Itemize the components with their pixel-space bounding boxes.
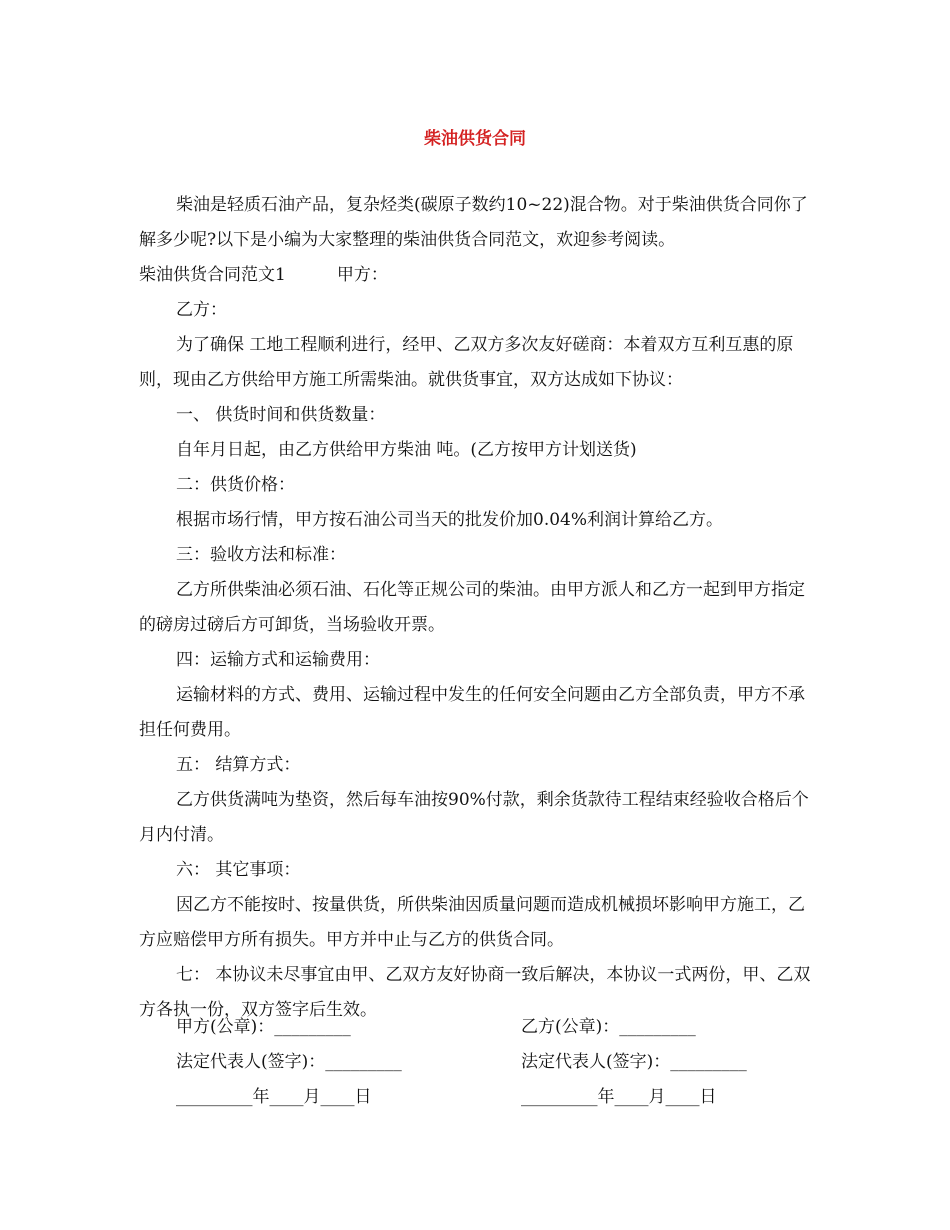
preamble-paragraph: 为了确保 工地工程顺利进行，经甲、乙双方多次友好磋商：本着双方互利互惠的原则，现由乙方供给甲方施工所需柴油。就供货事宜，双方达成如下协议： xyxy=(139,335,794,390)
clause-2-heading: 二：供货价格： xyxy=(176,475,295,495)
representative-row xyxy=(139,1045,811,1080)
clause-6-text: 因乙方不能按时、按量供货，所供柴油因质量问题而造成机械损坏影响甲方施工，乙方应赔偿甲方所有损失。甲方并中止与乙方的供货合同。 xyxy=(139,895,805,950)
clause-7-text: 七： 本协议未尽事宜由甲、乙双方友好协商一致后解决，本协议一式两份，甲、乙双方各执一份，双方签字后生效。 xyxy=(139,965,811,1020)
party-b-seal-line: 乙方(公章)：_________ xyxy=(521,1017,696,1037)
document-title: 柴油供货合同 xyxy=(424,129,526,149)
date-row xyxy=(139,1080,811,1115)
clause-4-heading: 四：运输方式和运输费用： xyxy=(176,650,380,670)
party-b-line: 乙方： xyxy=(176,300,227,320)
signature-block xyxy=(139,1010,811,1115)
clause-1-text: 自年月日起，由乙方供给甲方柴油 吨。(乙方按甲方计划送货) xyxy=(176,440,637,460)
sample-heading-party-a: 柴油供货合同范文1 甲方： xyxy=(139,265,388,285)
seal-row xyxy=(139,1010,811,1045)
clause-6-heading: 六： 其它事项： xyxy=(176,860,301,880)
clause-1-heading: 一、 供货时间和供货数量： xyxy=(176,405,386,425)
clause-5-heading: 五： 结算方式： xyxy=(176,755,301,775)
clause-5-text: 乙方供货满吨为垫资，然后每车油按90%付款，剩余货款待工程结束经验收合格后个月内付清。 xyxy=(139,790,809,845)
clause-4-text: 运输材料的方式、费用、运输过程中发生的任何安全问题由乙方全部负责，甲方不承担任何费用。 xyxy=(139,685,805,740)
party-b-date-line: _________年____月____日 xyxy=(521,1087,717,1107)
intro-paragraph: 柴油是轻质石油产品，复杂烃类(碳原子数约10~22)混合物。对于柴油供货合同你了解多少呢?以下是小编为大家整理的柴油供货合同范文，欢迎参考阅读。 xyxy=(139,195,808,250)
document-body xyxy=(139,188,811,1028)
party-a-date-line: _________年____月____日 xyxy=(176,1087,372,1107)
clause-2-text: 根据市场行情，甲方按石油公司当天的批发价加0.04%利润计算给乙方。 xyxy=(176,510,724,530)
party-a-seal-line: 甲方(公章)：_________ xyxy=(176,1017,351,1037)
party-a-representative-line: 法定代表人(签字)：_________ xyxy=(176,1052,402,1072)
party-b-representative-line: 法定代表人(签字)：_________ xyxy=(521,1052,747,1072)
clause-3-heading: 三：验收方法和标准： xyxy=(176,545,346,565)
clause-3-text: 乙方所供柴油必须石油、石化等正规公司的柴油。由甲方派人和乙方一起到甲方指定的磅房过磅后方可卸货，当场验收开票。 xyxy=(139,580,805,635)
